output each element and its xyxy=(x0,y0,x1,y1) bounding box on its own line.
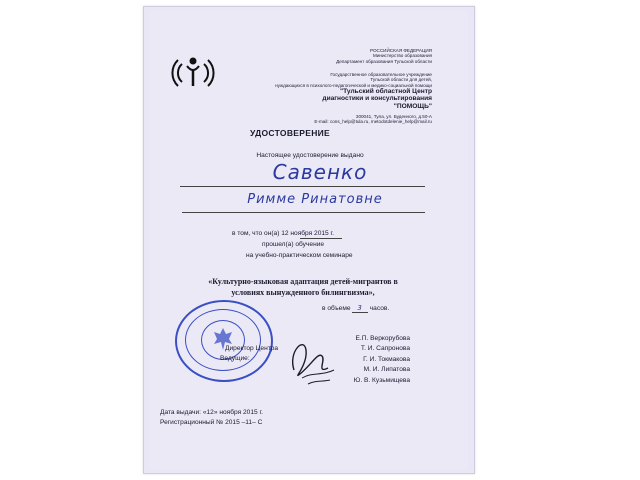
completed-text: прошел(а) обучение xyxy=(262,241,325,248)
signatory-name: Г. И. Токмакова xyxy=(363,355,410,363)
address: 300041, Тула, ул. Буденного, д.50-А xyxy=(355,114,432,119)
director-label: Директор Центра xyxy=(225,345,279,352)
given-names-underline xyxy=(182,212,425,213)
course-title-2: условиях вынужденного билингвизма», xyxy=(231,288,375,297)
registration-number: Регистрационный № 2015 –11– С xyxy=(160,419,263,426)
signatory-name: Т. И. Сапронова xyxy=(360,345,410,353)
volume-line xyxy=(322,304,389,313)
contacts-block xyxy=(240,114,432,125)
signatory-name: Е.П. Веркорубова xyxy=(355,335,410,342)
header-block xyxy=(230,48,432,64)
surname-underline xyxy=(180,186,425,187)
header-department: Департамент образования Тульской области xyxy=(336,58,432,64)
volume-suffix: часов. xyxy=(369,305,390,312)
leader-label: Ведущие: xyxy=(220,355,250,362)
signatory-name: Ю. В. Кузьмищева xyxy=(353,376,410,384)
volume-prefix: в объеме xyxy=(322,305,351,312)
date-underline xyxy=(300,238,342,239)
course-title xyxy=(168,276,438,298)
institution-type: Государственное образовательное учреждение xyxy=(330,72,432,77)
header-federation: РОССИЙСКАЯ ФЕДЕРАЦИЯ xyxy=(370,48,432,53)
issue-date: Дата выдачи: «12» ноября 2015 г. xyxy=(160,409,263,416)
institution-desc2: нуждающихся в психолого-педагогической и медико-социальной помощи xyxy=(275,82,432,88)
header-ministry: Министерство образования xyxy=(373,53,432,59)
center-name-2: диагностики и консультирования xyxy=(322,95,432,103)
given-names-handwritten: Римме Ринатовне xyxy=(247,192,383,207)
center-name-1: "Тульский областной Центр xyxy=(339,88,432,95)
signatories-list xyxy=(322,334,410,386)
round-seal-stamp xyxy=(175,300,273,382)
center-name xyxy=(250,88,432,110)
center-name-3: "ПОМОЩЬ" xyxy=(393,102,432,110)
institution-desc1: Тульской области для детей, xyxy=(370,77,432,83)
certificate-title: УДОСТОВЕРЕНИЕ xyxy=(250,128,331,138)
seminar-text: на учебно-практическом семинаре xyxy=(246,252,353,259)
email: E-mail: cons_help@tula.ru, metodotdelenie_help@mail.ru xyxy=(314,119,432,125)
surname-handwritten: Савенко xyxy=(272,160,368,184)
date-line: в том, что он(а) 12 ноября 2015 г. xyxy=(232,230,334,237)
issued-to: Настоящее удостоверение выдано xyxy=(256,152,364,159)
signatory-name: М. И. Липатова xyxy=(363,366,410,374)
volume-hours: 3 xyxy=(352,304,367,313)
institution-block xyxy=(200,72,432,88)
course-title-1: «Культурно-языковая адаптация детей-мигрантов в xyxy=(208,277,398,286)
